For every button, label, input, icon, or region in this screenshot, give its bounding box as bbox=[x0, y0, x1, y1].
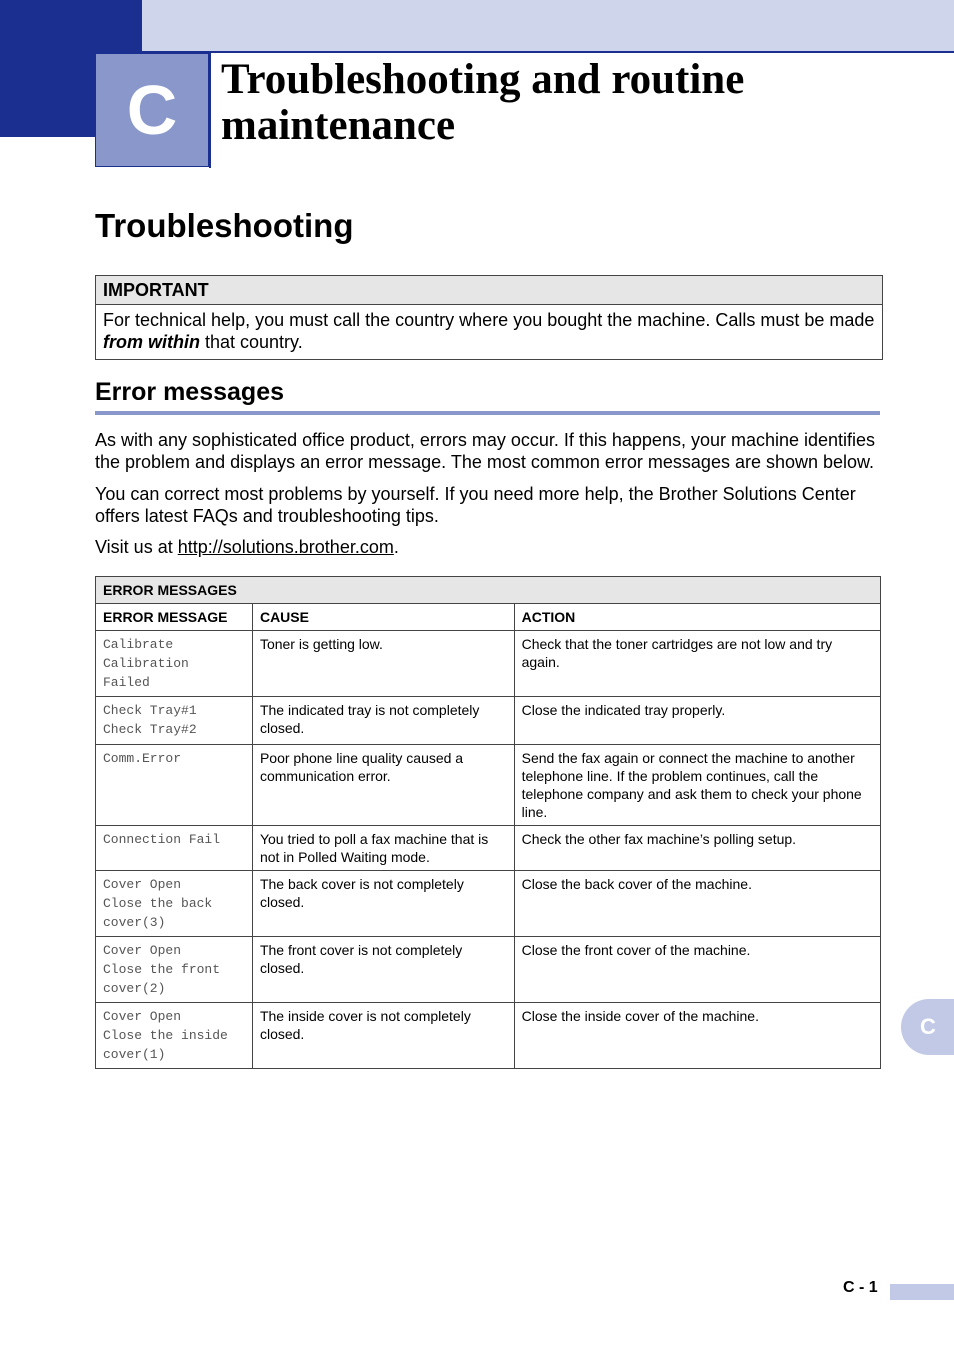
error-message-cell bbox=[96, 631, 253, 697]
error-message-cell bbox=[96, 937, 253, 1003]
table-title: ERROR MESSAGES bbox=[96, 577, 881, 604]
error-message-cell bbox=[96, 826, 253, 871]
section-title: Troubleshooting bbox=[95, 207, 354, 244]
cause-cell: The indicated tray is not completely closed. bbox=[252, 697, 514, 745]
side-tab-letter: C bbox=[920, 1014, 936, 1039]
error-message-cell bbox=[96, 1003, 253, 1069]
action-cell: Close the inside cover of the machine. bbox=[514, 1003, 880, 1069]
subsection-title: Error messages bbox=[95, 378, 285, 406]
error-message-line: Cover Open bbox=[103, 1009, 182, 1024]
table-title-row bbox=[96, 577, 881, 604]
error-message-cell bbox=[96, 871, 253, 937]
error-message-cell bbox=[96, 745, 253, 826]
visit-period: . bbox=[393, 537, 399, 557]
paragraph-intro: As with any sophisticated office product, errors may occur. If this happens, your machine identifies the problem and displays an error message. The most common error messages are shown below. bbox=[95, 430, 876, 472]
important-text-before: For technical help, you must call the country where you bought the machine. Calls must be made bbox=[103, 310, 875, 330]
table-row bbox=[96, 697, 881, 745]
paragraph-help: You can correct most problems by yourself. If you need more help, the Brother Solutions Center offers latest FAQs and troubleshooting tips. bbox=[95, 484, 856, 526]
action-cell: Close the front cover of the machine. bbox=[514, 937, 880, 1003]
table-row bbox=[96, 937, 881, 1003]
error-message-line: Connection Fail bbox=[103, 832, 221, 847]
chapter-side-tab[interactable] bbox=[901, 999, 954, 1055]
action-cell: Check that the toner cartridges are not low and try again. bbox=[514, 631, 880, 697]
chapter-title-line2: maintenance bbox=[221, 102, 456, 149]
solutions-link[interactable]: http://solutions.brother.com bbox=[177, 537, 394, 557]
action-cell: Send the fax again or connect the machine to another telephone line. If the problem continues, call the telephone company and ask them to check your phone line. bbox=[514, 745, 880, 826]
error-message-line: Cover Open bbox=[103, 943, 182, 958]
header-action: ACTION bbox=[514, 604, 880, 631]
cause-cell: The front cover is not completely closed. bbox=[252, 937, 514, 1003]
error-messages-table bbox=[95, 576, 881, 1069]
table-header-row bbox=[96, 604, 881, 631]
subsection-rule bbox=[95, 411, 880, 415]
important-heading: IMPORTANT bbox=[96, 276, 882, 305]
cause-cell: The back cover is not completely closed. bbox=[252, 871, 514, 937]
error-message-line: Cover Open bbox=[103, 877, 182, 892]
important-box bbox=[95, 275, 883, 360]
cause-cell: Toner is getting low. bbox=[252, 631, 514, 697]
table-row bbox=[96, 871, 881, 937]
error-message-line: cover(1) bbox=[103, 1047, 166, 1062]
important-text-after: that country. bbox=[200, 332, 303, 352]
error-message-line: Check Tray#2 bbox=[103, 722, 197, 737]
header-error-message: ERROR MESSAGE bbox=[96, 604, 253, 631]
header-rule bbox=[142, 51, 954, 53]
action-cell: Close the indicated tray properly. bbox=[514, 697, 880, 745]
chapter-title bbox=[221, 57, 921, 149]
error-message-line: Close the back bbox=[103, 896, 213, 911]
visit-text: Visit us at bbox=[95, 537, 178, 557]
header-cause: CAUSE bbox=[252, 604, 514, 631]
action-cell: Check the other fax machine’s polling setup. bbox=[514, 826, 880, 871]
error-message-line: Close the front bbox=[103, 962, 221, 977]
error-message-line: Calibration bbox=[103, 656, 189, 671]
important-text bbox=[96, 305, 882, 359]
table-row bbox=[96, 826, 881, 871]
table-row bbox=[96, 631, 881, 697]
error-message-line: Failed bbox=[103, 675, 150, 690]
chapter-title-line1: Troubleshooting and routine bbox=[221, 56, 745, 103]
header-light-band bbox=[142, 0, 954, 52]
error-message-line: Close the inside bbox=[103, 1028, 228, 1043]
chapter-divider bbox=[209, 53, 211, 168]
error-message-line: cover(3) bbox=[103, 915, 166, 930]
error-message-line: cover(2) bbox=[103, 981, 166, 996]
paragraph-visit bbox=[95, 536, 885, 558]
table-row bbox=[96, 1003, 881, 1069]
table-body bbox=[96, 631, 881, 1069]
error-message-line: Comm.Error bbox=[103, 751, 182, 766]
error-message-line: Calibrate bbox=[103, 637, 174, 652]
error-message-cell bbox=[96, 697, 253, 745]
cause-cell: You tried to poll a fax machine that is not in Polled Waiting mode. bbox=[252, 826, 514, 871]
chapter-badge bbox=[95, 53, 209, 167]
cause-cell: Poor phone line quality caused a communication error. bbox=[252, 745, 514, 826]
action-cell: Close the back cover of the machine. bbox=[514, 871, 880, 937]
page-number: C - 1 bbox=[843, 1279, 878, 1296]
table-row bbox=[96, 745, 881, 826]
cause-cell: The inside cover is not completely closed. bbox=[252, 1003, 514, 1069]
error-message-line: Check Tray#1 bbox=[103, 703, 197, 718]
page-number-bar bbox=[890, 1284, 954, 1300]
important-emphasis: from within bbox=[103, 332, 200, 352]
chapter-letter: C bbox=[126, 71, 178, 149]
